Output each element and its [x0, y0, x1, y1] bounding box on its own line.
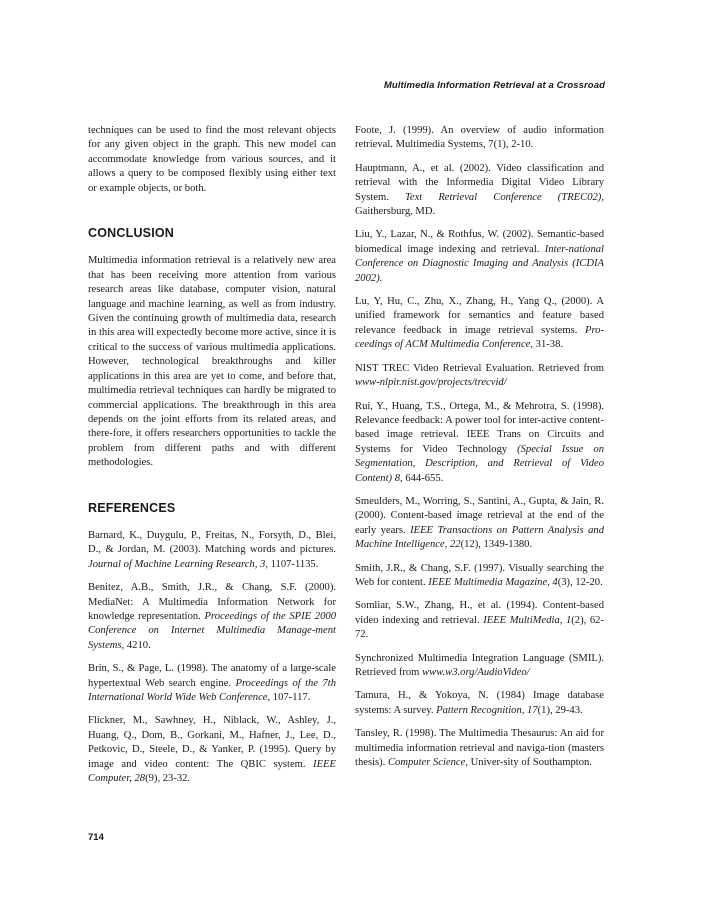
reference-pages: (9), 23-32.	[145, 773, 191, 785]
reference-entry	[355, 727, 604, 770]
reference-text: Smith, J.R., & Chang, S.F. (1997). Visually searching the Web for content.	[355, 562, 604, 588]
reference-source: Text Retrieval Conference (TREC02),	[404, 191, 604, 203]
reference-source: Journal of Machine Learning Research, 3,	[88, 558, 268, 570]
reference-text: Benitez, A.B., Smith, J.R., & Chang, S.F. (2000). MediaNet: A Multimedia Information Network for knowledge representation.	[88, 582, 336, 622]
reference-text: Synchronized Multimedia Integration Language (SMIL). Retrieved from	[355, 652, 604, 678]
reference-entry	[88, 714, 336, 786]
reference-text: Liu, Y., Lazar, N., & Rothfus, W. (2002). Semantic-based biomedical image indexing and retrieval.	[355, 229, 604, 255]
reference-text: NIST TREC Video Retrieval Evaluation. Retrieved from	[355, 362, 604, 374]
reference-pages: (12), 1349-1380.	[460, 539, 533, 551]
reference-text: Barnard, K., Duygulu, P., Freitas, N., Forsyth, D., Blei, D., & Jordan, M. (2003). Matching words and pictures.	[88, 529, 336, 556]
reference-entry	[355, 124, 604, 153]
reference-text: Rui, Y., Huang, T.S., Ortega, M., & Mehrotra, S. (1998). Relevance feedback: A power tool for inter-active content-based image retrieval. IEEE Trans on Circuits and Systems for Video Technology	[355, 400, 604, 455]
reference-source: www-nlpir.nist.gov/projects/trecvid/	[355, 377, 507, 389]
reference-entry	[355, 689, 604, 718]
reference-source: Pro-ceedings of ACM Multimedia Conference,	[355, 324, 604, 351]
left-reference-list	[88, 529, 336, 787]
reference-pages: 4210.	[124, 639, 151, 651]
reference-entry	[88, 662, 336, 705]
reference-pages: 1107-1135.	[267, 558, 319, 570]
reference-pages: 644-655.	[402, 472, 444, 484]
reference-source: www.w3.org/AudioVideo/	[422, 667, 530, 678]
reference-source: IEEE MultiMedia, 1	[483, 614, 572, 626]
reference-entry	[355, 228, 604, 286]
reference-pages: (1), 29-43.	[537, 704, 583, 716]
reference-pages: (3), 12-20.	[557, 576, 603, 588]
reference-source: Proceedings of the SPIE 2000 Conference on Internet Multimedia Manage-ment Systems,	[88, 610, 336, 651]
left-column	[88, 124, 336, 795]
right-reference-list	[355, 124, 604, 770]
reference-text: Lu, Y, Hu, C., Zhu, X., Zhang, H., Yang Q., (2000). A unified framework for semantics and feature based relevance feedback in image retrieval systems.	[355, 296, 604, 336]
reference-text: Tamura, H., & Yokoya, N. (1984) Image database systems: A survey.	[355, 690, 604, 716]
conclusion-heading: CONCLUSION	[88, 226, 175, 241]
reference-source: Proceedings of the 7th International World Wide Web Conference,	[88, 677, 336, 703]
reference-entry	[355, 599, 604, 642]
reference-pages: (2), 62-72.	[355, 614, 604, 641]
reference-source: Pattern Recognition, 17	[436, 704, 538, 716]
references-heading: REFERENCES	[88, 500, 176, 515]
reference-entry	[355, 162, 604, 220]
reference-text: Foote, J. (1999). An overview of audio information retrieval. Multimedia Systems, 7(1), 2-10.	[355, 125, 604, 151]
conclusion-paragraph: Multimedia information retrieval is a relatively new area that has been receiving more attention from various research areas like database, computer vision, natural language and machine learning, as well as from industry. Given the continuing growth of multimedia data, research in this area will expectedly become more active, since it is critical to the success of various multimedia applications. However, technological breakthroughs and killer applications in this area are yet to come, and before that, multimedia retrieval techniques can hardly be migrated to commercial applications. The breakthrough in this area depends on the joint efforts from its related areas, and there-fore, it offers researchers opportunities to tackle the problem from different paths and with different methodologies.	[88, 255, 336, 469]
reference-entry	[88, 581, 336, 653]
reference-source: Computer Science,	[387, 757, 468, 769]
reference-text: Flickner, M., Sawhney, H., Niblack, W., Ashley, J., Huang, Q., Dom, B., Gorkani, M., Hafner, J., Lee, D., Petkovic, D., Steele, D., & Yanker, P. (1995). Query by image and video content: The QBIC system.	[88, 715, 336, 770]
reference-entry	[355, 495, 604, 553]
reference-entry	[355, 362, 604, 391]
reference-pages: Univer-sity of Southampton.	[468, 757, 592, 769]
running-header: Multimedia Information Retrieval at a Crossroad	[383, 80, 605, 91]
reference-source: Inter-national Conference on Diagnostic Imaging and Analysis (ICDIA 2002).	[355, 243, 604, 284]
reference-source: IEEE Transactions on Pattern Analysis and Machine Intelligence, 22	[355, 524, 604, 551]
reference-source: IEEE Computer, 28	[88, 758, 336, 785]
reference-pages: 107-117.	[270, 692, 311, 703]
reference-entry	[355, 295, 604, 353]
reference-pages: 31-38.	[533, 339, 564, 351]
reference-text: Hauptmann, A., et al. (2002). Video classification and retrieval with the Informedia Digital Video Library System.	[355, 162, 604, 203]
intro-paragraph: techniques can be used to find the most relevant objects for any given object in the graph. This new model can accommodate knowledge from various sources, and it allows a query to be composed flexibly using either text or example objects, or both.	[88, 125, 336, 194]
right-column	[355, 124, 604, 779]
reference-entry	[355, 652, 604, 681]
reference-entry	[355, 562, 604, 591]
reference-text: Brin, S., & Page, L. (1998). The anatomy of a large-scale hypertextual Web search engine.	[88, 663, 336, 689]
reference-source: (Special Issue on Segmentation, Description, and Retrieval of Video Content) 8,	[355, 443, 605, 484]
reference-text: Tansley, R. (1998). The Multimedia Thesaurus: An aid for multimedia information retrieval and naviga-tion (masters thesis).	[355, 728, 604, 769]
reference-source: IEEE Multimedia Magazine, 4	[428, 576, 558, 588]
page-number: 714	[88, 832, 104, 843]
reference-text: Somliar, S.W., Zhang, H., et al. (1994). Content-based video indexing and retrieval.	[355, 600, 604, 626]
reference-pages: Gaithersburg, MD.	[355, 206, 436, 218]
reference-text: Smeulders, M., Worring, S., Santini, A., Gupta, & Jain, R. (2000). Content-based image retrieval at the end of the early years.	[355, 495, 604, 536]
reference-entry	[88, 529, 336, 572]
reference-entry	[355, 400, 604, 486]
